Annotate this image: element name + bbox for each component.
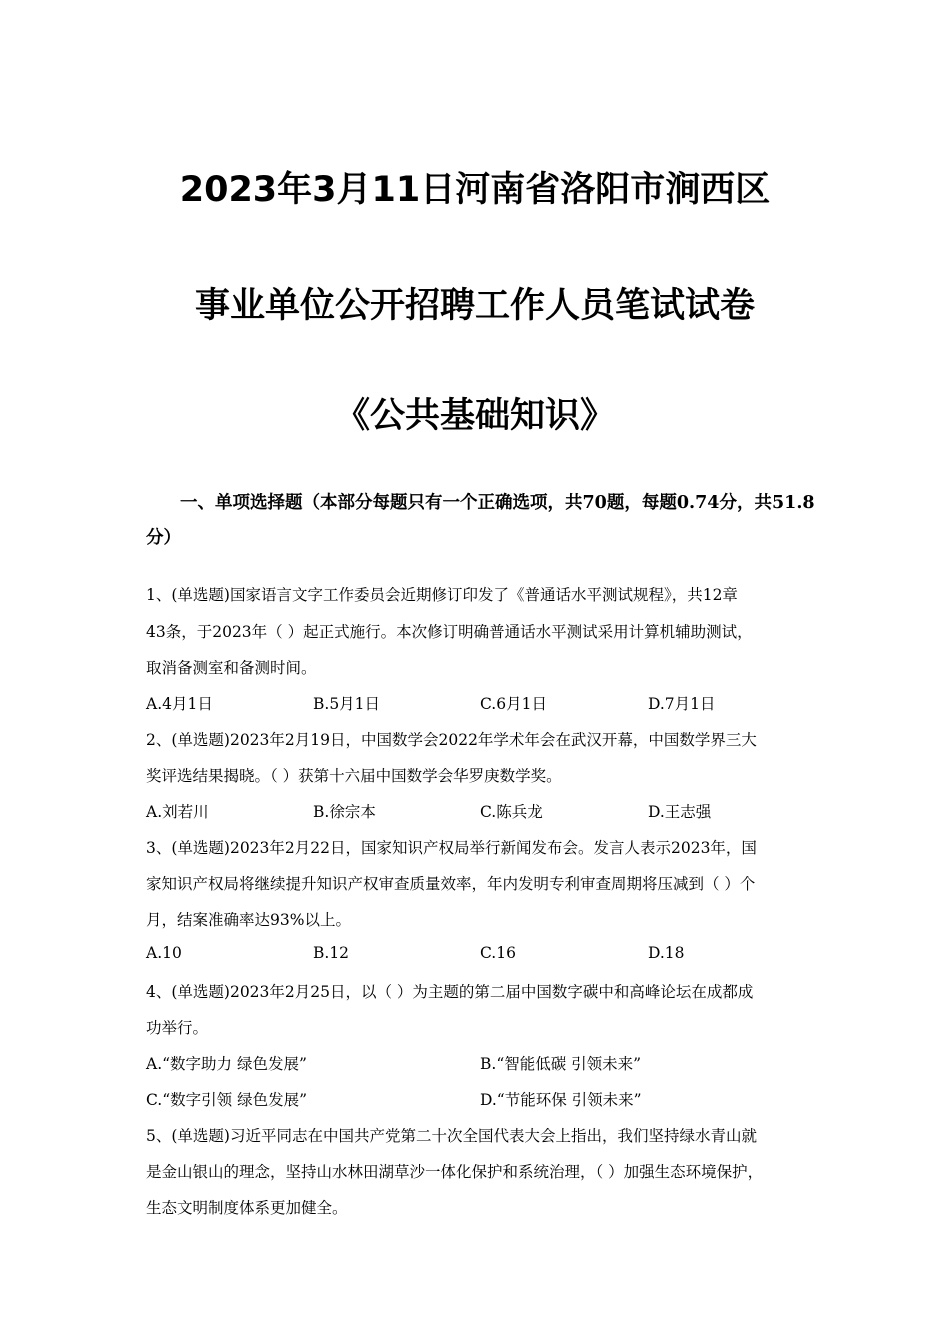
question-3-line-2: 家知识产权局将继续提升知识产权审查质量效率，年内发明专利审查周期将压减到（ ）个 [146,875,756,893]
question-2-line-2: 奖评选结果揭晓。（ ）获第十六届中国数学会华罗庚数学奖。 [146,767,562,785]
question-4-option-c: C.“数字引领 绿色发展” [146,1091,308,1109]
question-1-option-b: B.5月1日 [313,695,381,713]
question-3-option-b: B.12 [313,944,350,962]
question-4-option-b: B.“智能低碳 引领未来” [480,1055,642,1073]
question-2-option-c: C.陈兵龙 [480,803,543,821]
question-1-option-c: C.6月1日 [480,695,547,713]
question-2-option-a: A.刘若川 [146,803,209,821]
title-line-2: 事业单位公开招聘工作人员笔试试卷 [194,286,755,326]
question-3-option-a: A.10 [146,944,182,962]
section-heading: 一、单项选择题（本部分每题只有一个正确选项，共70题，每题0.74分，共51.8分） [146,493,815,548]
title-line-3: 《公共基础知识》 [334,396,615,436]
title-line-1: 2023年3月11日河南省洛阳市涧西区 [179,170,771,210]
question-1-line-1: 1、(单选题)国家语言文字工作委员会近期修订印发了《普通话水平测试规程》，共12章 [146,586,738,604]
question-4-line-2: 功举行。 [146,1019,209,1037]
question-2-line-1: 2、(单选题)2023年2月19日，中国数学会2022年学术年会在武汉开幕，中国数学界三大 [146,731,757,749]
question-4-line-1: 4、(单选题)2023年2月25日，以（ ）为主题的第二届中国数字碳中和高峰论坛在成都成 [146,983,754,1001]
question-3-option-d: D.18 [648,944,685,962]
question-1-option-d: D.7月1日 [648,695,716,713]
question-5-line-3: 生态文明制度体系更加健全。 [146,1199,348,1217]
question-1-line-2: 43条，于2023年（ ）起正式施行。本次修订明确普通话水平测试采用计算机辅助测试， [146,623,753,641]
question-3-option-c: C.16 [480,944,516,962]
question-5-line-2: 是金山银山的理念，坚持山水林田湖草沙一体化保护和系统治理，（ ）加强生态环境保护， [146,1163,764,1181]
question-5-line-1: 5、(单选题)习近平同志在中国共产党第二十次全国代表大会上指出，我们坚持绿水青山就 [146,1127,757,1145]
question-2-option-d: D.王志强 [648,803,712,821]
question-3-line-1: 3、(单选题)2023年2月22日，国家知识产权局举行新闻发布会。发言人表示2023年，国 [146,839,757,857]
question-3-line-3: 月，结案准确率达93%以上。 [146,911,351,929]
question-1-option-a: A.4月1日 [146,695,213,713]
question-1-line-3: 取消备测室和备测时间。 [146,659,317,677]
question-4-option-a: A.“数字助力 绿色发展” [146,1055,307,1073]
question-2-option-b: B.徐宗本 [313,803,376,821]
question-4-option-d: D.“节能环保 引领未来” [480,1091,642,1109]
